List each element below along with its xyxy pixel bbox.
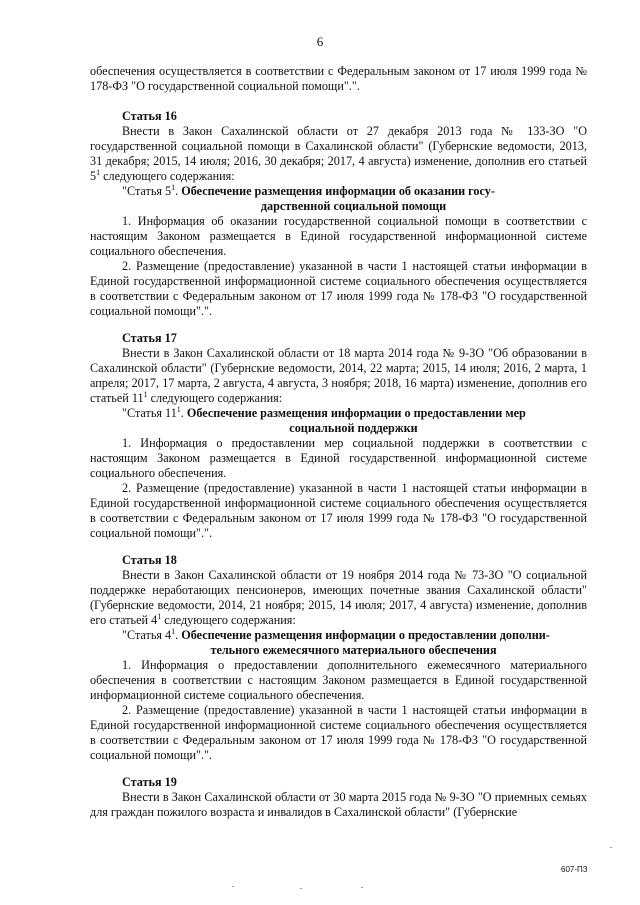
article-16-quoted-title: "Статья $5^1$. Обеспечение размещения информации об оказании госу- дарственной социальной помощи [122, 182, 495, 213]
article-17-heading: Статья 17 [122, 331, 177, 345]
article-18-point-1: 1. Информация о предоставлении дополнительного ежемесячного материального обеспечения в соответствии с настоящим Законом размещается в Единой государственной информационной системе социального обеспечения. [90, 658, 587, 702]
continuation-paragraph: обеспечения осуществляется в соответствии с Федеральным законом от 17 июля 1999 года № 178-ФЗ "О государственной социальной помощи".". [90, 64, 587, 93]
article-18-intro: Внести в Закон Сахалинской области от 19 ноября 2014 года № 73-ЗО "О социальной поддержке неработающих пенсионеров, имеющих почетные звания Сахалинской области" (Губернские ведомости, 2014, 21 ноября; 2015, 14 июля; 2017, 4 августа) изменение, дополнив его статьей $4^1$ следующего содержания: [90, 568, 587, 627]
article-16-intro: Внести в Закон Сахалинской области от 27 декабря 2013 года № 133-ЗО "О государственной социальной помощи в Сахалинской области" (Губернские ведомости, 2013, 31 декабря; 2015, 14 июля; 2016, 30 декабря; 2017, 4 августа) изменение, дополнив его статьей $5^1$ следующего содержания: [90, 124, 587, 183]
article-17-point-2: 2. Размещение (предоставление) указанной в части 1 настоящей статьи информации в Единой государственной информационной системе социального обеспечения осуществляется в соответствии с Федеральным законом от 17 июля 1999 года № 178-ФЗ "О государственной социальной помощи".". [90, 481, 587, 540]
scan-artifact [361, 887, 363, 888]
article-19-heading: Статья 19 [122, 775, 177, 789]
document-code: 607-ПЗ [561, 865, 588, 874]
scan-artifact [300, 888, 302, 889]
article-16-heading: Статья 16 [122, 109, 177, 123]
article-17-quoted-title: "Статья $11^1$. Обеспечение размещения информации о предоставлении мер социальной поддержки [122, 404, 526, 435]
article-19-intro: Внести в Закон Сахалинской области от 30 марта 2015 года № 9-ЗО "О приемных семьях для граждан пожилого возраста и инвалидов в Сахалинской области" (Губернские [90, 790, 587, 819]
scan-artifact [232, 886, 234, 887]
article-17-point-1: 1. Информация о предоставлении мер социальной поддержки в соответствии с настоящим Законом размещается в Единой государственной информационной системе социального обеспечения. [90, 436, 587, 480]
article-18-heading: Статья 18 [122, 553, 177, 567]
article-16-point-1: 1. Информация об оказании государственной социальной помощи в соответствии с настоящим Законом размещается в Единой государственной информационной системе социального обеспечения. [90, 214, 587, 258]
article-18-quoted-title: "Статья $4^1$. Обеспечение размещения информации о предоставлении дополни- тельного ежемесячного материального обеспечения [122, 626, 550, 657]
page-number: 6 [316, 34, 324, 49]
article-16-point-2: 2. Размещение (предоставление) указанной в части 1 настоящей статьи информации в Единой государственной информационной системе социального обеспечения осуществляется в соответствии с Федеральным законом от 17 июля 1999 года № 178-ФЗ "О государственной социальной помощи".". [90, 259, 587, 318]
article-17-intro: Внести в Закон Сахалинской области от 18 марта 2014 года № 9-ЗО "Об образовании в Сахалинской области" (Губернские ведомости, 2014, 22 марта; 2015, 14 июля; 2016, 2 марта, 1 апреля; 2017, 17 марта, 2 августа, 4 августа, 3 ноября; 2018, 16 марта) изменение, дополнив его статьей $11^1$ следующего содержания: [90, 346, 587, 405]
scan-artifact [610, 847, 612, 848]
article-18-point-2: 2. Размещение (предоставление) указанной в части 1 настоящей статьи информации в Единой государственной информационной системе социального обеспечения осуществляется в соответствии с Федеральным законом от 17 июля 1999 года № 178-ФЗ "О государственной социальной помощи".". [90, 703, 587, 762]
